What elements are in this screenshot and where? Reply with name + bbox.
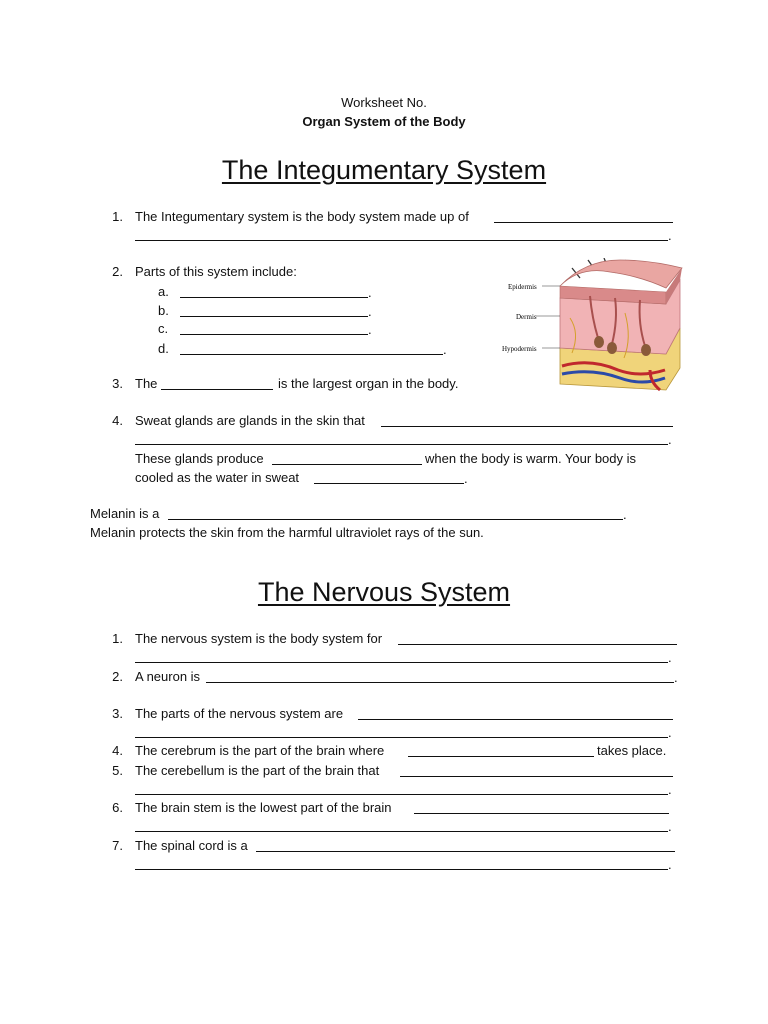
nerv-q1-blank-1[interactable] (398, 644, 677, 645)
period: . (674, 670, 678, 685)
dermis-label: Dermis (516, 313, 537, 321)
nerv-q1-number: 1. (112, 631, 123, 646)
integ-q4-text: Sweat glands are glands in the skin that (135, 413, 365, 428)
nerv-q5-blank-2[interactable] (135, 794, 668, 795)
period: . (668, 725, 672, 740)
integ-q2-text: Parts of this system include: (135, 264, 297, 279)
integ-q1-blank-1[interactable] (494, 222, 673, 223)
period: . (668, 782, 672, 797)
part-b-label: b. (158, 303, 169, 318)
nerv-q1-text: The nervous system is the body system for (135, 631, 383, 646)
skin-cross-section-image (500, 258, 693, 398)
nerv-q7-blank-2[interactable] (135, 869, 668, 870)
period: . (668, 228, 672, 243)
part-a-label: a. (158, 284, 169, 299)
nerv-q6-blank-1[interactable] (414, 813, 669, 814)
nerv-q4-pre: The cerebrum is the part of the brain where (135, 743, 385, 758)
integ-q4-produce-post: when the body is warm. Your body is (425, 451, 637, 466)
nerv-q6-text: The brain stem is the lowest part of the brain (135, 800, 392, 815)
worksheet-subtitle: Organ System of the Body (302, 114, 466, 129)
integ-q4-produce-blank[interactable] (272, 464, 422, 465)
period: . (464, 471, 468, 486)
period: . (623, 507, 627, 522)
nerv-q4-number: 4. (112, 743, 123, 758)
nerv-q7-number: 7. (112, 838, 123, 853)
nerv-q5-blank-1[interactable] (400, 776, 673, 777)
nerv-q7-text: The spinal cord is a (135, 838, 248, 853)
nerv-q2-blank[interactable] (206, 682, 674, 683)
period: . (668, 819, 672, 834)
part-d-blank[interactable] (180, 354, 443, 355)
integ-q4-cooled-blank[interactable] (314, 483, 464, 484)
period: . (668, 857, 672, 872)
integ-q2-number: 2. (112, 264, 123, 279)
nerv-q5-number: 5. (112, 763, 123, 778)
nerv-q7-blank-1[interactable] (256, 851, 675, 852)
nervous-title: The Nervous System (257, 577, 511, 607)
integ-q3-number: 3. (112, 376, 123, 391)
period: . (368, 322, 372, 337)
epidermis-label: Epidermis (508, 283, 537, 291)
integ-q4-number: 4. (112, 413, 123, 428)
integ-q4-cooled: cooled as the water in sweat (135, 470, 300, 485)
integ-q3-pre: The (135, 376, 158, 391)
part-b-blank[interactable] (180, 316, 368, 317)
integ-q1-number: 1. (112, 209, 123, 224)
part-a-blank[interactable] (180, 297, 368, 298)
worksheet-number: Worksheet No. (341, 95, 427, 110)
part-c-label: c. (158, 321, 169, 336)
period: . (368, 285, 372, 300)
melanin-blank[interactable] (168, 519, 623, 520)
integ-q1-blank-2[interactable] (135, 240, 668, 241)
integ-q3-blank[interactable] (161, 389, 273, 390)
period: . (443, 342, 447, 357)
hypodermis-label: Hypodermis (502, 345, 537, 353)
integ-q3-post: is the largest organ in the body. (278, 376, 459, 391)
nerv-q2-text: A neuron is (135, 669, 201, 684)
nerv-q5-text: The cerebellum is the part of the brain that (135, 763, 380, 778)
nerv-q4-post: takes place. (597, 743, 667, 758)
period: . (368, 304, 372, 319)
part-c-blank[interactable] (180, 334, 368, 335)
nerv-q6-blank-2[interactable] (135, 831, 668, 832)
period: . (668, 432, 672, 447)
nerv-q3-blank-2[interactable] (135, 737, 668, 738)
nerv-q1-blank-2[interactable] (135, 662, 668, 663)
integ-q4-produce-pre: These glands produce (135, 451, 264, 466)
melanin-is-text: Melanin is a (90, 506, 160, 521)
nerv-q6-number: 6. (112, 800, 123, 815)
nerv-q2-number: 2. (112, 669, 123, 684)
integ-q1-text: The Integumentary system is the body system made up of (135, 209, 469, 224)
part-d-label: d. (158, 341, 169, 356)
melanin-protects-text: Melanin protects the skin from the harmful ultraviolet rays of the sun. (90, 525, 484, 540)
integumentary-title: The Integumentary System (221, 155, 547, 185)
nerv-q3-blank-1[interactable] (358, 719, 673, 720)
period: . (668, 650, 672, 665)
nerv-q4-blank[interactable] (408, 756, 594, 757)
integ-q4-blank-1[interactable] (381, 426, 673, 427)
integ-q4-blank-2[interactable] (135, 444, 668, 445)
nerv-q3-number: 3. (112, 706, 123, 721)
nerv-q3-text: The parts of the nervous system are (135, 706, 344, 721)
